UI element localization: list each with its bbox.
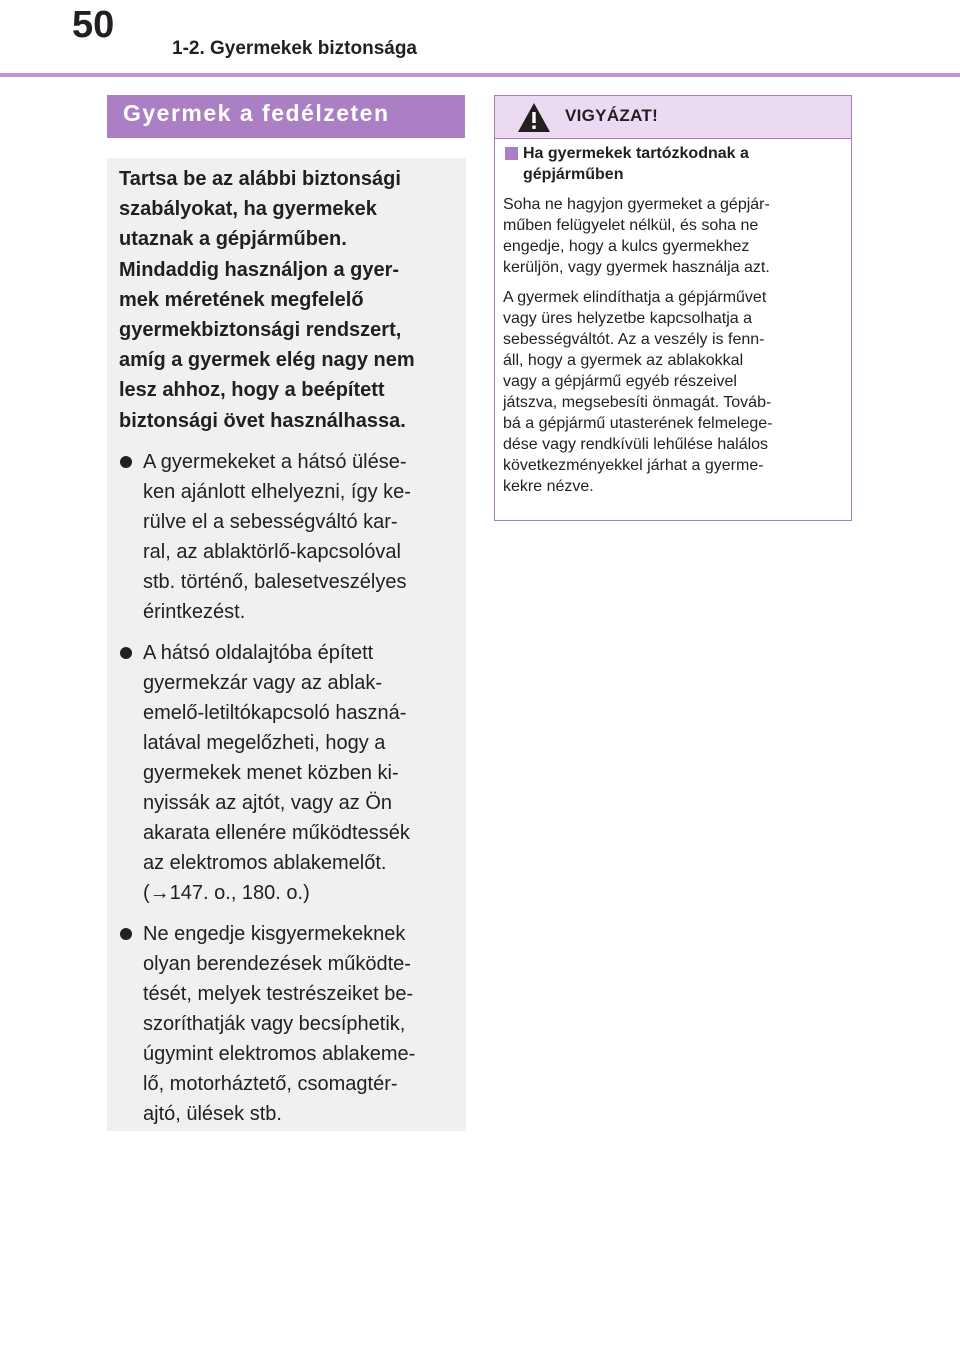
caution-box xyxy=(494,95,852,521)
caution-subhead: Ha gyermekek tartózkodnak a gépjárműben xyxy=(503,143,841,185)
caution-header xyxy=(495,96,851,139)
content-box xyxy=(107,158,466,1131)
warning-triangle-icon xyxy=(517,102,551,133)
caution-paragraph: Soha ne hagyjon gyermeket a gépjár- műben felügyelet nélkül, és soha ne engedje, hogy a kulcs gyermekhez kerüljön, vagy gyermek használja azt. xyxy=(503,196,770,276)
bullet-dot-icon xyxy=(120,456,132,468)
bullet-item: A gyermekeket a hátsó ülése- ken ajánlott elhelyezni, így ke- rülve el a sebességváltó kar- ral, az ablaktörlő-kapcsolóval stb. történő, balesetveszélyes érintkezést. xyxy=(119,447,450,627)
page-number: 50 xyxy=(72,4,115,46)
header-rule xyxy=(0,73,960,77)
page-reference-link[interactable]: (→147. o., 180. o.) xyxy=(143,881,310,904)
caution-title: VIGYÁZAT! xyxy=(565,106,659,125)
intro-text: Tartsa be az alábbi biztonsági szabályokat, ha gyermekek utaznak a gépjárműben. Mindaddig használjon a gyer- mek méretének megfelelő gyermekbiztonsági rendszert, amíg a gyermek elég nagy nem lesz ahhoz, hogy a beépített biztonsági övet használhassa. xyxy=(119,168,415,432)
section-title: Gyermek a fedélzeten xyxy=(107,95,465,138)
chapter-title: 1-2. Gyermekek biztonsága xyxy=(172,38,417,59)
caution-paragraph: A gyermek elindíthatja a gépjárművet vagy üres helyzetbe kapcsolhatja a sebességváltót. Az a veszély is fenn- áll, hogy a gyermek az ablakokkal vagy a gépjármű egyéb részeivel játszva, megsebesíti önmagát. Továb- bá a gépjármű utasterének felmelege- dése vagy rendkívüli lehűlése halálos következményekkel járhat a gyerme- kekre nézve. xyxy=(503,289,773,495)
square-bullet-icon xyxy=(505,147,518,160)
caution-body xyxy=(495,139,851,497)
bullet-dot-icon xyxy=(120,647,132,659)
bullet-item: A hátsó oldalajtóba épített gyermekzár vagy az ablak- emelő-letiltókapcsoló haszná- latával megelőzheti, hogy a gyermekek menet közben ki- nyissák az ajtót, vagy az Ön akarata ellenére működtessék az elektromos ablakemelőt. (→147. o., 180. o.) xyxy=(119,638,450,908)
bullet-dot-icon xyxy=(120,928,132,940)
bullet-item: Ne engedje kisgyermekeknek olyan berendezések működte- tését, melyek testrészeiket be- szoríthatják vagy becsíphetik, úgymint elektromos ablakeme- lő, motorháztető, csomagtér- ajtó, ülések stb. xyxy=(119,919,450,1129)
